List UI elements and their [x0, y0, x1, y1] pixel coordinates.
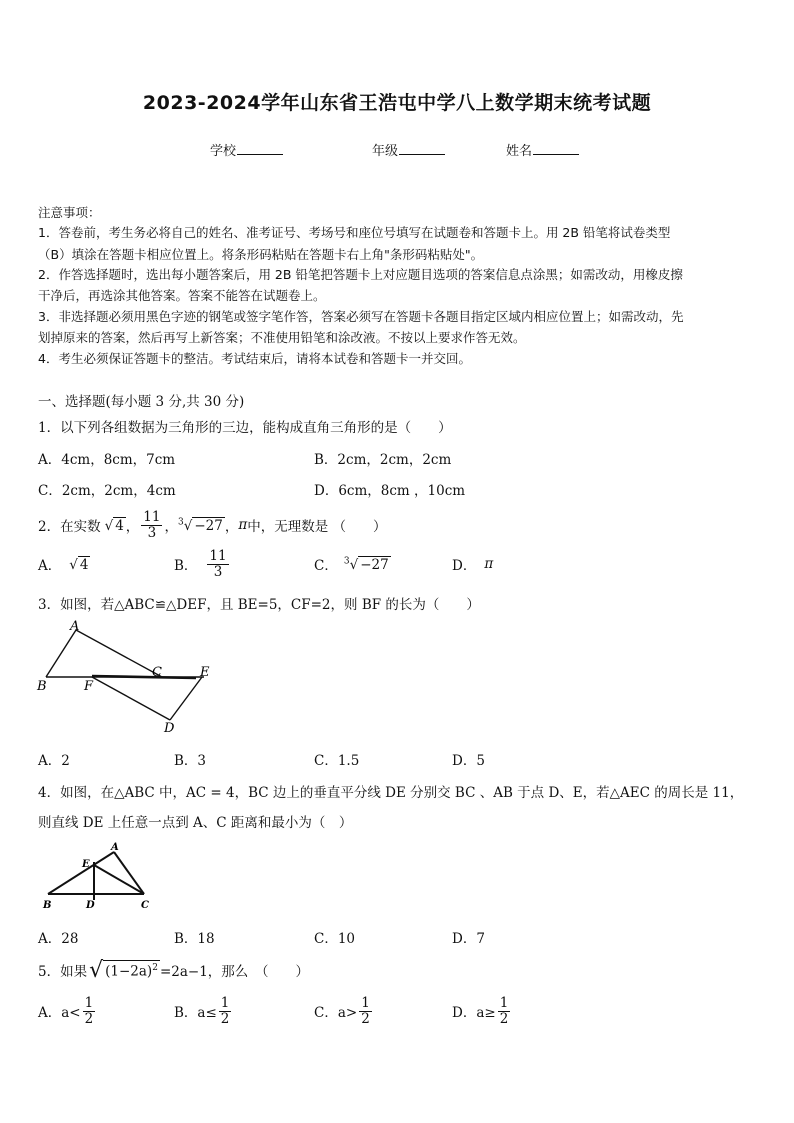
q2-prefix: 2．在实数 — [38, 519, 101, 535]
q5-stem: 5．如果 √ $(1-2a)^2$ =2a−1，那么 （ ） — [38, 957, 310, 983]
q5-suffix: =2a−1，那么 （ ） — [159, 964, 310, 980]
page-title: 2023-2024学年山东省王浩屯中学八上数学期末统考试题 — [142, 92, 652, 114]
q5-option-d: D．a≥ $\frac{1}{2}$ — [452, 995, 509, 1027]
q3-label-f: F — [84, 679, 94, 694]
q2-option-c: C． $^3$√ −27 — [314, 556, 389, 574]
q3-option-b: B．3 — [174, 753, 207, 769]
grade-blank — [399, 141, 445, 155]
grade-field — [372, 140, 445, 159]
q4-label-b: B — [43, 900, 52, 911]
school-label: 学校 — [210, 144, 237, 159]
section-heading: 一、选择题(每小题 3 分,共 30 分) — [38, 394, 245, 410]
q2-option-d: D． π — [452, 556, 494, 574]
note-4: 4．考生必须保证答题卡的整洁。考试结束后，请将本试卷和答题卡一并交回。 — [38, 351, 471, 366]
note-3-line-1: 3．非选择题必须用黑色字迹的钢笔或签字笔作答，答案必须写在答题卡各题目指定区域内相应位置上；如需改动，先 — [38, 309, 684, 324]
q3-stem: 3．如图，若△ABC≌△DEF，且 BE=5，CF=2，则 BF 的长为（ ） — [38, 597, 480, 613]
q3-figure — [34, 618, 224, 738]
q1-option-d: D．6cm，8cm ，10cm — [314, 483, 466, 499]
q4-option-c: C．10 — [314, 931, 356, 947]
q3-label-a: A — [70, 619, 80, 634]
q4-option-a: A．28 — [38, 931, 79, 947]
q5-exponent: 2 — [152, 963, 158, 974]
q3-option-a: A．2 — [38, 753, 70, 769]
name-blank — [533, 141, 579, 155]
q3-label-c: C — [152, 665, 162, 680]
school-blank — [237, 141, 283, 155]
note-2-line-1: 2．作答选择题时，选出每小题答案后，用 2B 铅笔把答题卡上对应题目选项的答案信息点涂黑；如需改动，用橡皮擦 — [38, 267, 683, 282]
notes-heading: 注意事项： — [38, 205, 101, 220]
grade-label: 年级 — [372, 144, 399, 159]
q1-option-a: A．4cm，8cm，7cm — [38, 452, 176, 468]
name-field — [506, 140, 579, 159]
q5-radicand: (1−2a) — [105, 963, 153, 980]
note-3-line-2: 划掉原来的答案，然后再写上新答案；不准使用铅笔和涂改液。不按以上要求作答无效。 — [38, 330, 526, 345]
note-2-line-2: 干净后，再选涂其他答案。答案不能答在试题卷上。 — [38, 288, 326, 303]
q5-option-a: A．a< $\frac{1}{2}$ — [38, 995, 94, 1027]
q4-figure — [40, 838, 160, 913]
q4-label-c: C — [141, 900, 149, 911]
q2-cbrt-value: −27 — [194, 517, 223, 534]
note-1-line-1: 1．答卷前，考生务必将自己的姓名、准考证号、考场号和座位号填写在试题卷和答题卡上。用 2B 铅笔将试卷类型 — [38, 225, 671, 240]
q1-stem: 1．以下列各组数据为三角形的三边，能构成直角三角形的是（ ） — [38, 420, 452, 436]
school-field — [210, 140, 283, 159]
name-label: 姓名 — [506, 144, 533, 159]
q4-line-2: 则直线 DE 上任意一点到 A、C 距离和最小为（ ） — [38, 815, 353, 831]
q5-option-c: C．a> $\frac{1}{2}$ — [314, 995, 370, 1027]
q5-option-b: B．a≤ $\frac{1}{2}$ — [174, 995, 230, 1027]
q4-label-e: E — [82, 859, 90, 870]
q3-label-d: D — [164, 721, 175, 736]
q4-line-1: 4．如图，在△ABC 中，AC = 4，BC 边上的垂直平分线 DE 分别交 BC 、AB 于点 D、E，若△AEC 的周长是 11， — [38, 785, 744, 801]
q2-option-a: A． √ 4 — [38, 556, 89, 574]
q2-sqrt4: 4 — [115, 517, 124, 534]
q3-option-d: D．5 — [452, 753, 485, 769]
q4-option-d: D．7 — [452, 931, 485, 947]
q2-cbrt-index: 3 — [177, 517, 184, 527]
note-1-line-2: （B）填涂在答题卡相应位置上。将条形码粘贴在答题卡右上角"条形码粘贴处"。 — [38, 247, 484, 262]
q2-suffix: 中，无理数是 （ ） — [247, 519, 387, 535]
q2-option-b: B． $\frac{11}{3}$ — [174, 548, 227, 580]
q4-label-d: D — [86, 900, 95, 911]
q4-option-b: B．18 — [174, 931, 215, 947]
q1-option-c: C．2cm，2cm，4cm — [38, 483, 176, 499]
q2-stem: 2．在实数 √ 4 ， $\frac{11}{3}$ ， $^3$√ −27 ， π 中，无理数是 （ ） — [38, 509, 387, 541]
q2-pi: π — [238, 517, 248, 533]
q1-option-b: B．2cm，2cm，2cm — [314, 452, 452, 468]
q3-label-e: E — [200, 665, 210, 680]
q4-label-a: A — [111, 842, 119, 853]
q3-option-c: C．1.5 — [314, 753, 360, 769]
q2-fraction: $\frac{11}{3}$ — [143, 509, 161, 541]
q3-label-b: B — [37, 679, 47, 694]
